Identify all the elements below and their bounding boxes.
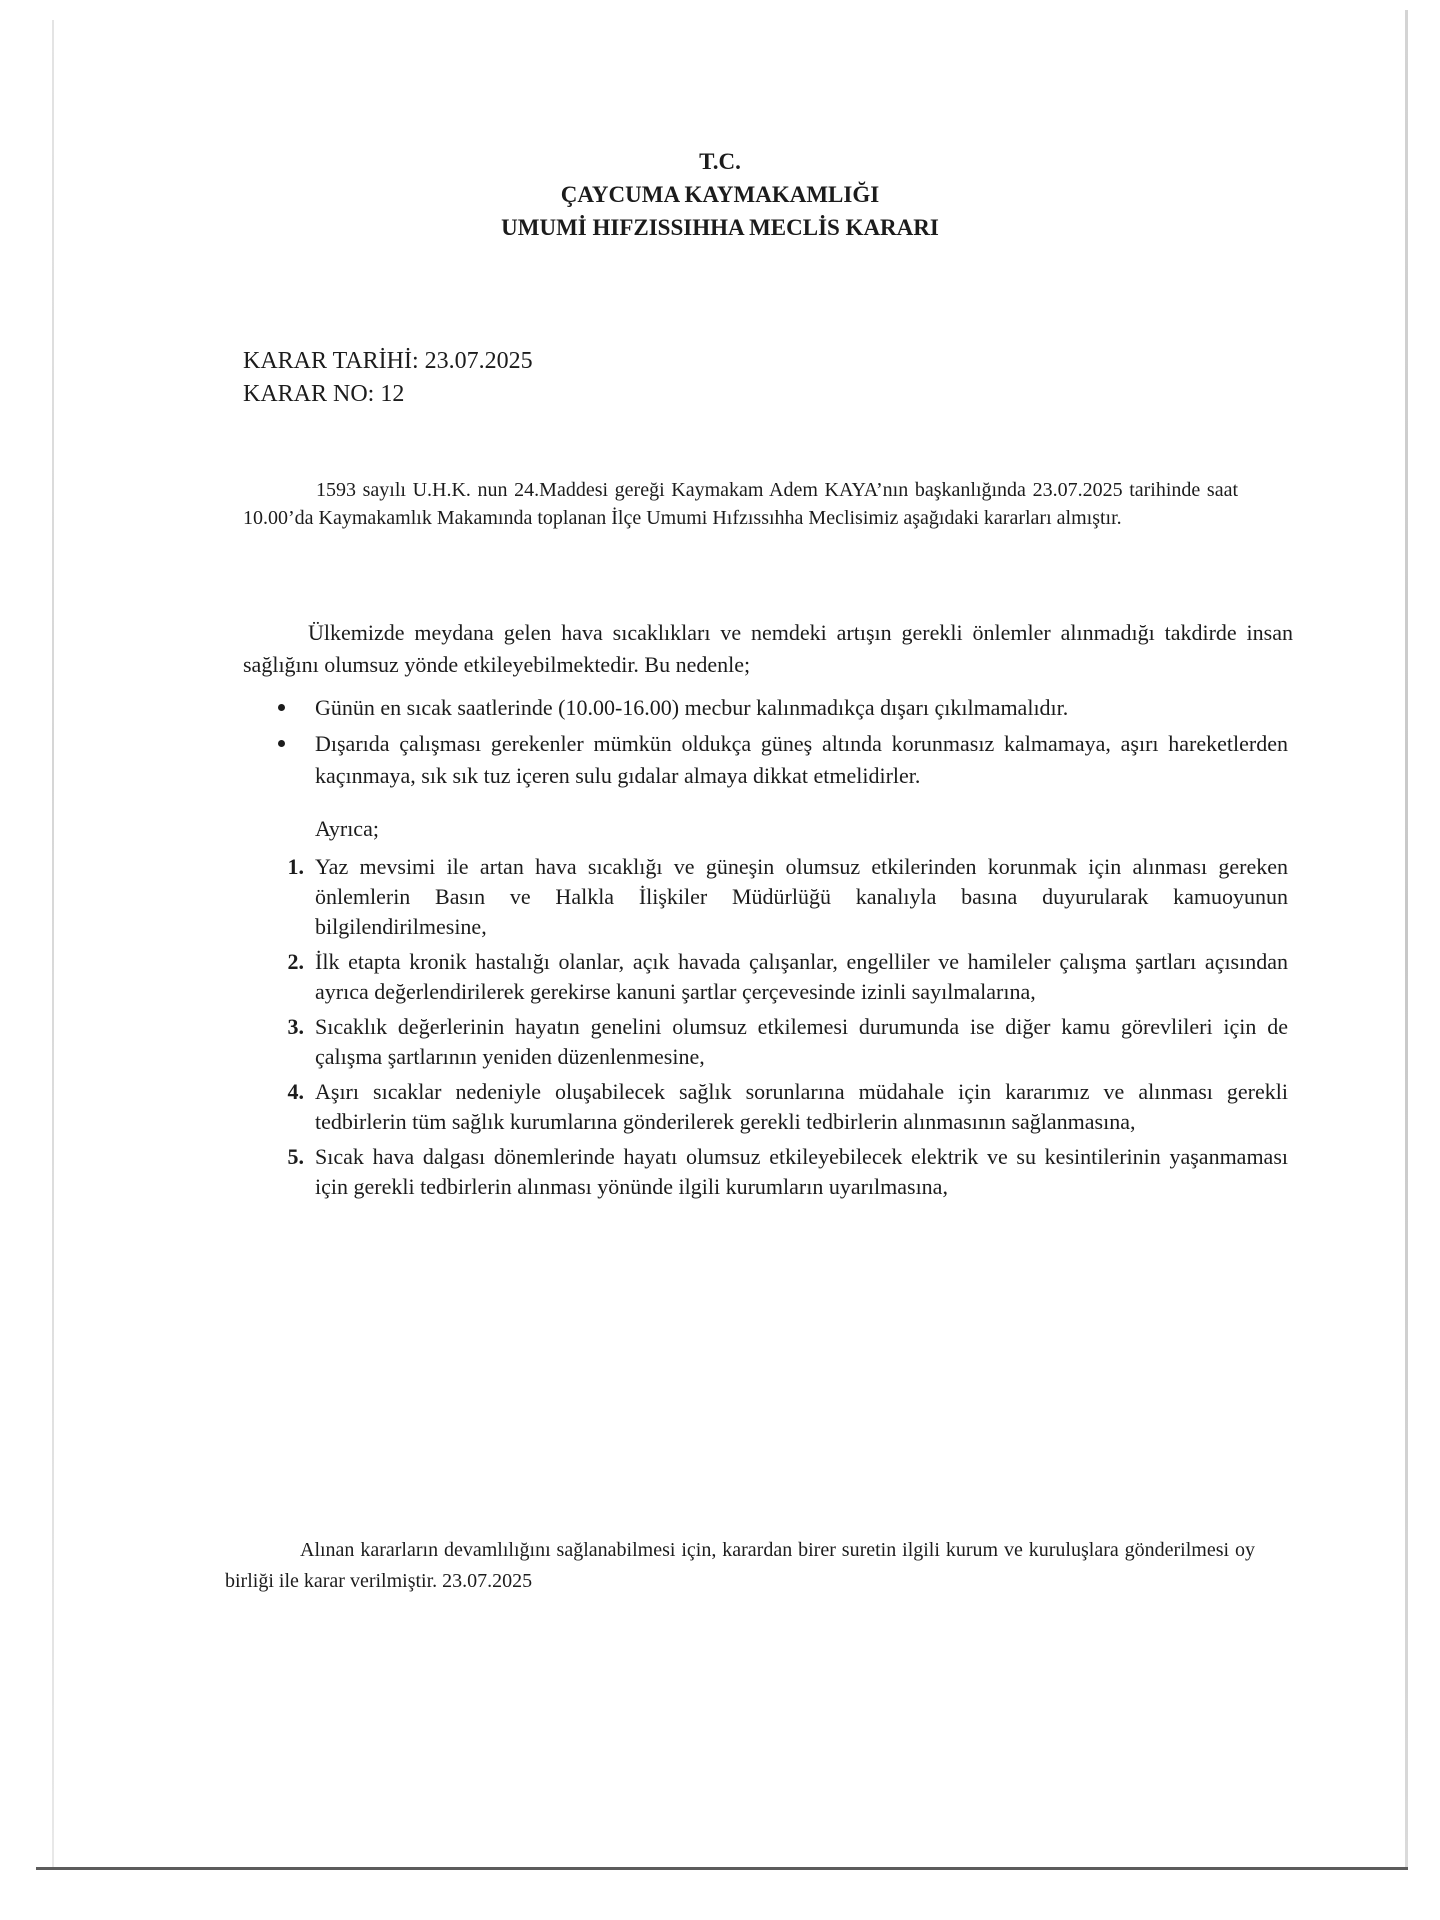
decision-item-text: İlk etapta kronik hastalığı olanlar, açık havada çalışanlar, engelliler ve hamileler çalışma şartları açısından ayrıca değerlendirilerek gerekirse kanuni şartlar çerçevesinde izinli sayılmalarına, — [315, 949, 1288, 1004]
header-council-title: UMUMİ HIFZISSIHHA MECLİS KARARI — [501, 215, 939, 240]
decision-number: KARAR NO: 12 — [243, 381, 405, 407]
decision-item — [0, 1012, 1288, 1072]
advice-list — [0, 692, 1288, 796]
decision-item — [0, 1077, 1288, 1137]
closing-paragraph: Alınan kararların devamlılığını sağlanabilmesi için, karardan birer suretin ilgili kurum ve kuruluşlara gönderilmesi oy birliği ile karar verilmiştir. 23.07.2025 — [225, 1539, 1255, 1592]
decision-item-number: 3. — [287, 1014, 304, 1039]
decision-item-text: Yaz mevsimi ile artan hava sıcaklığı ve güneşin olumsuz etkilerinden korunmak için alınması gereken önlemlerin Basın ve Halkla İlişkiler Müdürlüğü kanalıyla basına duyurularak kamuoyunun bilgilendirilmesine, — [315, 854, 1288, 939]
decision-item-number: 1. — [287, 854, 304, 879]
list-item-text: Günün en sıcak saatlerinde (10.00-16.00) mecbur kalınmadıkça dışarı çıkılmamalıdır. — [315, 695, 1069, 720]
intro-paragraph: 1593 sayılı U.H.K. nun 24.Maddesi gereği Kaymakam Adem KAYA’nın başkanlığında 23.07.2025 tarihinde saat 10.00’da Kaymakamlık Makamında toplanan İlçe Umumi Hıfzıssıhha Meclisimiz aşağıdaki kararları almıştır. — [243, 479, 1238, 529]
bullet-icon — [278, 740, 285, 747]
decision-item-text: Aşırı sıcaklar nedeniyle oluşabilecek sağlık sorunlarına müdahale için kararımız ve alınması gerekli tedbirlerin tüm sağlık kurumlarına gönderilerek gerekli tedbirlerin alınmasının sağlanmasına, — [315, 1079, 1288, 1134]
decision-item-number: 4. — [287, 1079, 304, 1104]
scan-edge-bottom — [36, 1867, 1408, 1870]
decision-item — [0, 1142, 1288, 1202]
decision-meta — [243, 345, 533, 411]
decision-item-text: Sıcaklık değerlerinin hayatın genelini olumsuz etkilemesi durumunda ise diğer kamu görevlileri için de çalışma şartlarının yeniden düzenlenmesine, — [315, 1014, 1288, 1069]
header-republic: T.C. — [699, 149, 741, 174]
list-item — [0, 728, 1288, 792]
header-governorship: ÇAYCUMA KAYMAKAMLIĞI — [560, 182, 880, 207]
decision-item-number: 2. — [287, 949, 304, 974]
decisions-list — [0, 852, 1288, 1207]
decision-item-number: 5. — [287, 1144, 304, 1169]
scan-edge-right — [1405, 10, 1408, 1870]
decision-item — [0, 852, 1288, 942]
document-header — [420, 145, 1020, 244]
also-label: Ayrıca; — [315, 816, 379, 841]
warning-paragraph: Ülkemizde meydana gelen hava sıcaklıkları ve nemdeki artışın gerekli önlemler alınmadığı takdirde insan sağlığını olumsuz yönde etkileyebilmektedir. Bu nedenle; — [243, 620, 1293, 677]
bullet-icon — [278, 704, 285, 711]
list-item-text: Dışarıda çalışması gerekenler mümkün oldukça güneş altında korunmasız kalmamaya, aşırı hareketlerden kaçınmaya, sık sık tuz içeren sulu gıdalar almaya dikkat etmelidirler. — [315, 731, 1288, 788]
decision-date: KARAR TARİHİ: 23.07.2025 — [243, 348, 533, 374]
decision-item-text: Sıcak hava dalgası dönemlerinde hayatı olumsuz etkileyebilecek elektrik ve su kesintilerinin yaşanmaması için gerekli tedbirlerin alınması yönünde ilgili kurumların uyarılmasına, — [315, 1144, 1288, 1199]
decision-item — [0, 947, 1288, 1007]
list-item — [0, 692, 1288, 724]
